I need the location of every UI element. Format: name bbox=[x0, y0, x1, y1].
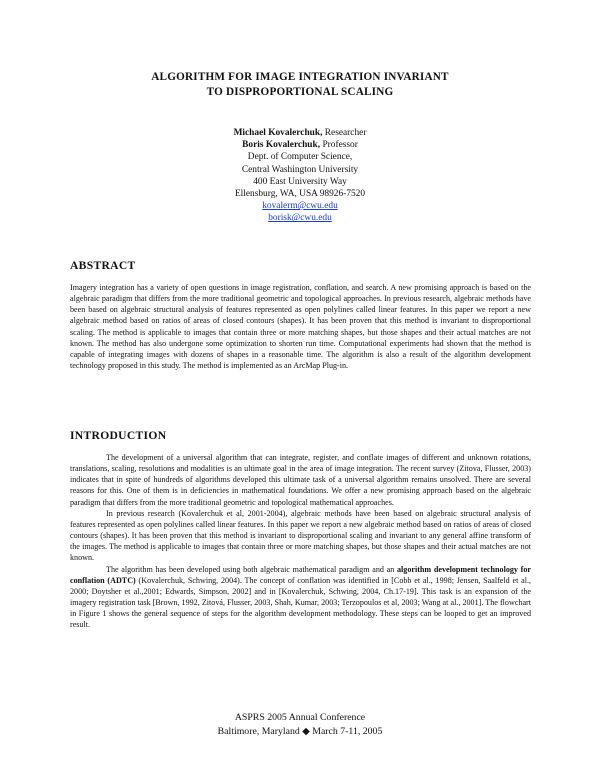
author-2-role: Professor bbox=[320, 140, 358, 151]
author-block bbox=[150, 127, 450, 225]
introduction-heading: INTRODUCTION bbox=[70, 429, 167, 442]
footer-line-2: Baltimore, Maryland ◆ March 7-11, 2005 bbox=[217, 726, 383, 737]
intro-p3-start: The algorithm has been developed using both algebraic mathematical paradigm and an bbox=[106, 564, 397, 574]
email-link-2[interactable]: borisk@cwu.edu bbox=[268, 213, 332, 224]
intro-p3-bold: algorithm development technology for conflation (ADTC) bbox=[70, 564, 531, 585]
affiliation-street: 400 East University Way bbox=[253, 176, 347, 187]
introduction-body bbox=[70, 452, 531, 631]
email-link-1[interactable]: kovalerm@cwu.edu bbox=[262, 201, 338, 212]
intro-paragraph-1: The development of a universal algorithm that can integrate, register, and conflate images of different and unknown rotations, translations, scaling, resolutions and modalities is an ultimate goal in the area of image integration. The recent survey (Zitova, Flusser, 2003) indicates that in spite of hundreds of algorithms developed this ultimate task of a universal algorithm remains unsolved. There are several reasons for this. One of them is in deficiencies in mathematical foundations. We offer a new promising approach based on the algebraic paradigm that differs from the more traditional geometric and topological mathematical approaches. bbox=[70, 453, 531, 507]
intro-p3-end: (Kovalerchuk, Schwing, 2004). The concept of conflation was identified in [Cobb et al., 1998; Jensen, Saalfeld et al., 2000; Doytsher et al.,2001; Edwards, Simpson, 2002] and in [Kovalerchuk, Schwing, 2004, Ch.17-19]. This task is an expansion of the imagery registration task [Brown, 1992, Zitová, Flusser, 2003, Shah, Kumar, 2003; Terzopoulos et al, 2003; Wang at al., 2001]. The flowchart in Figure 1 shows the general sequence of steps for the algorithm development methodology. These steps can be looped to get an improved result. bbox=[70, 575, 531, 630]
affiliation-city: Ellensburg, WA, USA 98926-7520 bbox=[234, 189, 366, 200]
affiliation-university: Central Washington University bbox=[241, 164, 359, 175]
abstract-body bbox=[70, 282, 531, 371]
author-2 bbox=[150, 139, 450, 151]
footer-line-1: ASPRS 2005 Annual Conference bbox=[234, 712, 366, 723]
affiliation-dept: Dept. of Computer Science, bbox=[247, 152, 353, 163]
abstract-text: Imagery integration has a variety of open questions in image registration, conflation, and search. A new promising approach is based on the algebraic paradigm that differs from the more traditional geometric and topological approaches. In previous research, algebraic methods have been based on algebraic structural analysis of features represented as open polylines called linear features. In this paper we report a new algebraic method based on ratios of areas of closed contours (shapes). It has been proven that this method is invariant to disproportional scaling. The method is applicable to images that contain three or more matching shapes, but those shapes and their actual matches are not known. The method has also undergone some optimization to shorten run time. Computational experiments had shown that the method is capable of integrating images with dozens of shapes in a reasonable time. The algorithm is also a result of the algorithm development technology proposed in this study. The method is implemented as an ArcMap Plug-in. bbox=[70, 283, 531, 371]
title-line-2: TO DISPROPORTIONAL SCALING bbox=[206, 86, 394, 98]
title-line-1: ALGORITHM FOR IMAGE INTEGRATION INVARIANT bbox=[151, 71, 449, 83]
author-2-name: Boris Kovalerchuk, bbox=[242, 140, 321, 151]
author-1 bbox=[150, 127, 450, 139]
abstract-heading: ABSTRACT bbox=[70, 259, 136, 272]
author-1-role: Researcher bbox=[322, 128, 367, 138]
author-1-name: Michael Kovalerchuk, bbox=[233, 128, 323, 138]
intro-paragraph-2: In previous research (Kovalerchuk et al, 2001-2004), algebraic methods have been based on algebraic structural analysis of features represented as open polylines called linear features. In this paper we report a new algebraic method based on ratios of areas of closed contours (shapes). It has been proven that this method is invariant to disproportional scaling and invariant to any general affine transform of the images. The method is applicable to images that contain three or more matching shapes, but those shapes and their actual matches are not known. bbox=[70, 508, 531, 563]
intro-paragraph-3 bbox=[70, 564, 531, 631]
conference-footer bbox=[150, 711, 450, 739]
paper-title bbox=[60, 70, 540, 100]
